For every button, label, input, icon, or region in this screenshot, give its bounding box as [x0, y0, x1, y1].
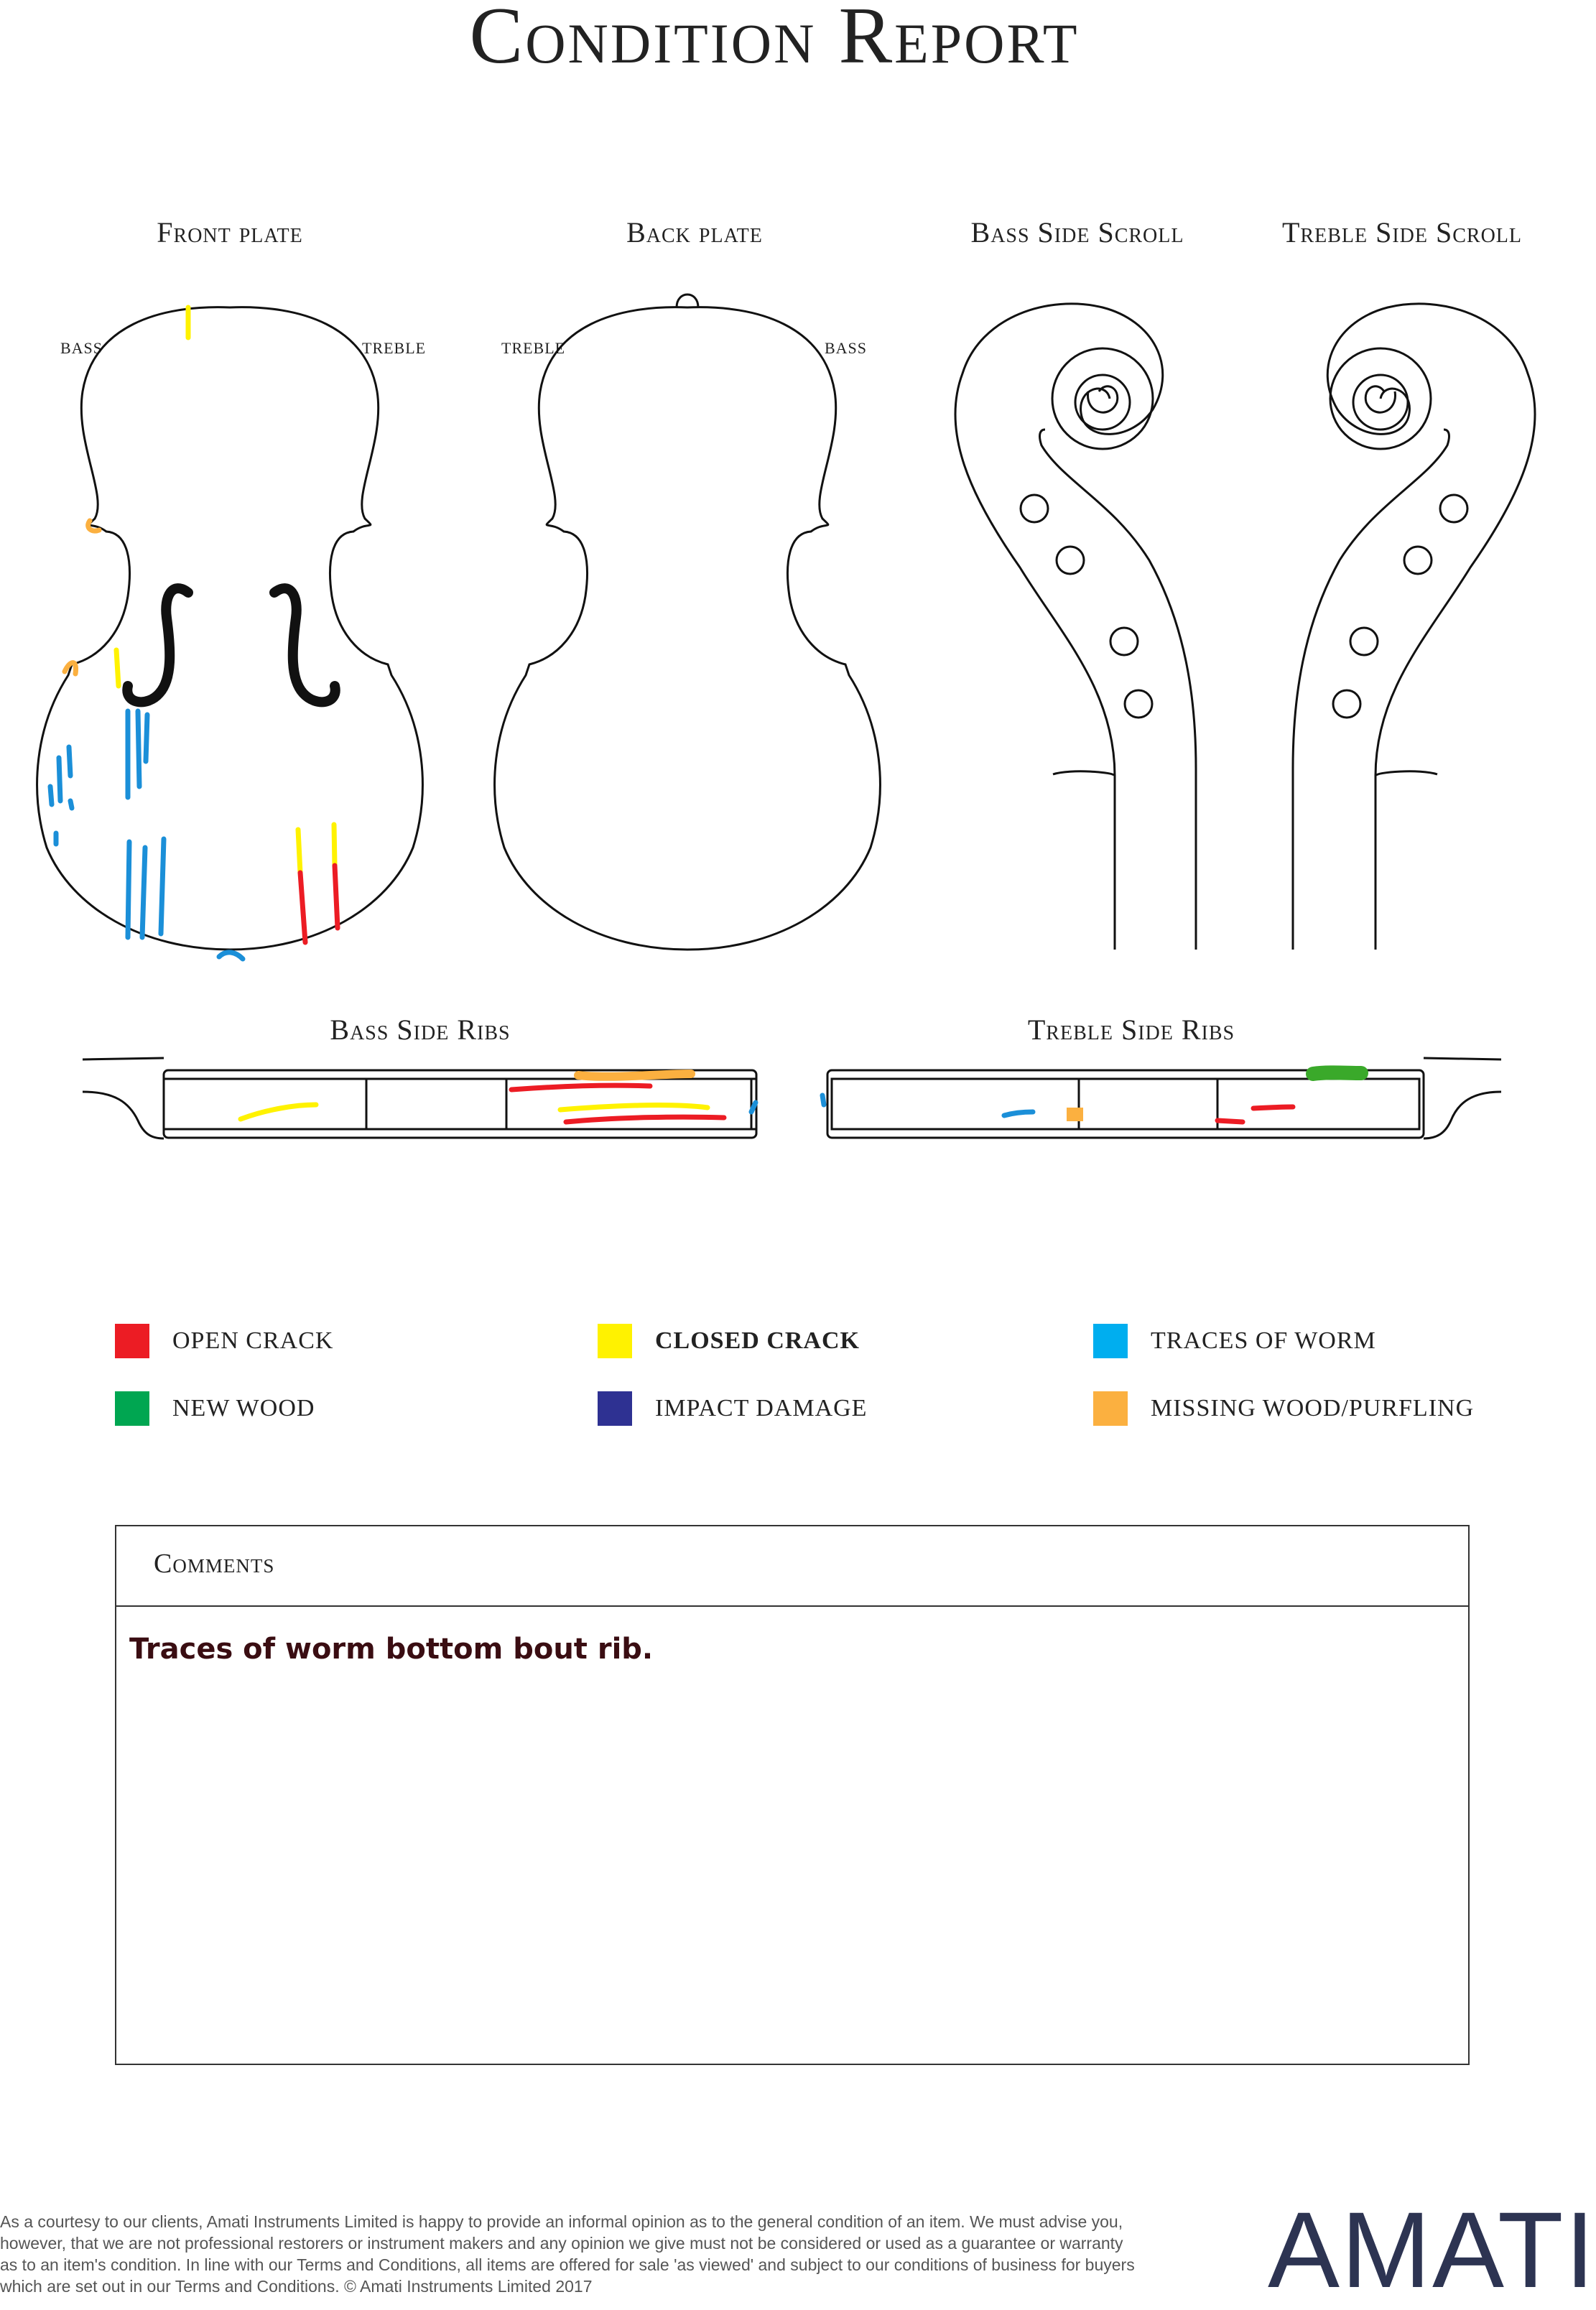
- back-treble-label: TREBLE: [501, 339, 566, 357]
- legend-item-new-wood: [115, 1391, 315, 1426]
- treble-side-ribs-markings: [822, 1072, 1361, 1122]
- bass-side-scroll-drawing: [955, 304, 1196, 950]
- legend-swatch: [115, 1324, 149, 1358]
- front-treble-label: TREBLE: [362, 339, 427, 357]
- front-plate-outline: [37, 307, 423, 950]
- front-plate-label: Front plate: [157, 216, 303, 249]
- legend-label: MISSING WOOD/PURFLING: [1151, 1395, 1475, 1421]
- back-plate-outline: [495, 294, 881, 950]
- back-plate-label: Back plate: [626, 216, 763, 249]
- comments-box: [115, 1525, 1470, 2065]
- legend-swatch: [598, 1391, 632, 1426]
- amati-logo: AMATI: [1268, 2189, 1596, 2310]
- legend-label: TRACES OF WORM: [1151, 1327, 1376, 1354]
- legend-swatch: [115, 1391, 149, 1426]
- legend-label: NEW WOOD: [172, 1395, 315, 1421]
- legend-swatch: [1093, 1391, 1128, 1426]
- treble-side-scroll-label: Treble Side Scroll: [1281, 216, 1522, 249]
- legend-swatch: [1093, 1324, 1128, 1358]
- comments-label: Comments: [154, 1549, 275, 1579]
- bass-side-ribs-drawing: [83, 1058, 756, 1138]
- legend-label: OPEN CRACK: [172, 1327, 334, 1354]
- legend-swatch: [598, 1324, 632, 1358]
- bass-side-scroll-label: Bass Side Scroll: [970, 216, 1184, 249]
- back-bass-label: BASS: [825, 339, 868, 357]
- comments-header: [116, 1526, 1468, 1607]
- page-title: Condition Report: [469, 0, 1080, 80]
- legend-item-open-crack: [115, 1324, 333, 1358]
- legend-label: IMPACT DAMAGE: [655, 1395, 868, 1421]
- legend-label: CLOSED CRACK: [655, 1327, 860, 1354]
- legend-item-closed-crack: [598, 1324, 860, 1358]
- legend-item-missing-wood-purfling: [1093, 1391, 1474, 1426]
- legend-item-impact-damage: [598, 1391, 867, 1426]
- disclaimer-text: As a courtesy to our clients, Amati Instruments Limited is happy to provide an informal opinion as to the general condition of an item. We must advise you, however, that we are not professional restorers or instrument makers and any opinion we give must not be considered or used as a guarantee or warranty as to an item's condition. In line with our Terms and Conditions, all items are offered for sale 'as viewed' and subject to our conditions of business for buyers which are set out in our Terms and Conditions. © Amati Instruments Limited 2017: [0, 2212, 1135, 2296]
- f-hole-left: [127, 588, 188, 702]
- treble-side-ribs-drawing: [827, 1058, 1501, 1138]
- legend-item-traces-of-worm: [1093, 1324, 1376, 1358]
- front-bass-label: BASS: [60, 339, 103, 357]
- treble-side-scroll-drawing: [1293, 304, 1535, 950]
- comments-text: Traces of worm bottom bout rib.: [129, 1633, 654, 1666]
- treble-side-ribs-label: Treble Side Ribs: [1027, 1013, 1235, 1046]
- f-hole-right: [274, 588, 335, 702]
- bass-side-ribs-markings: [241, 1074, 756, 1122]
- bass-side-ribs-label: Bass Side Ribs: [330, 1013, 511, 1046]
